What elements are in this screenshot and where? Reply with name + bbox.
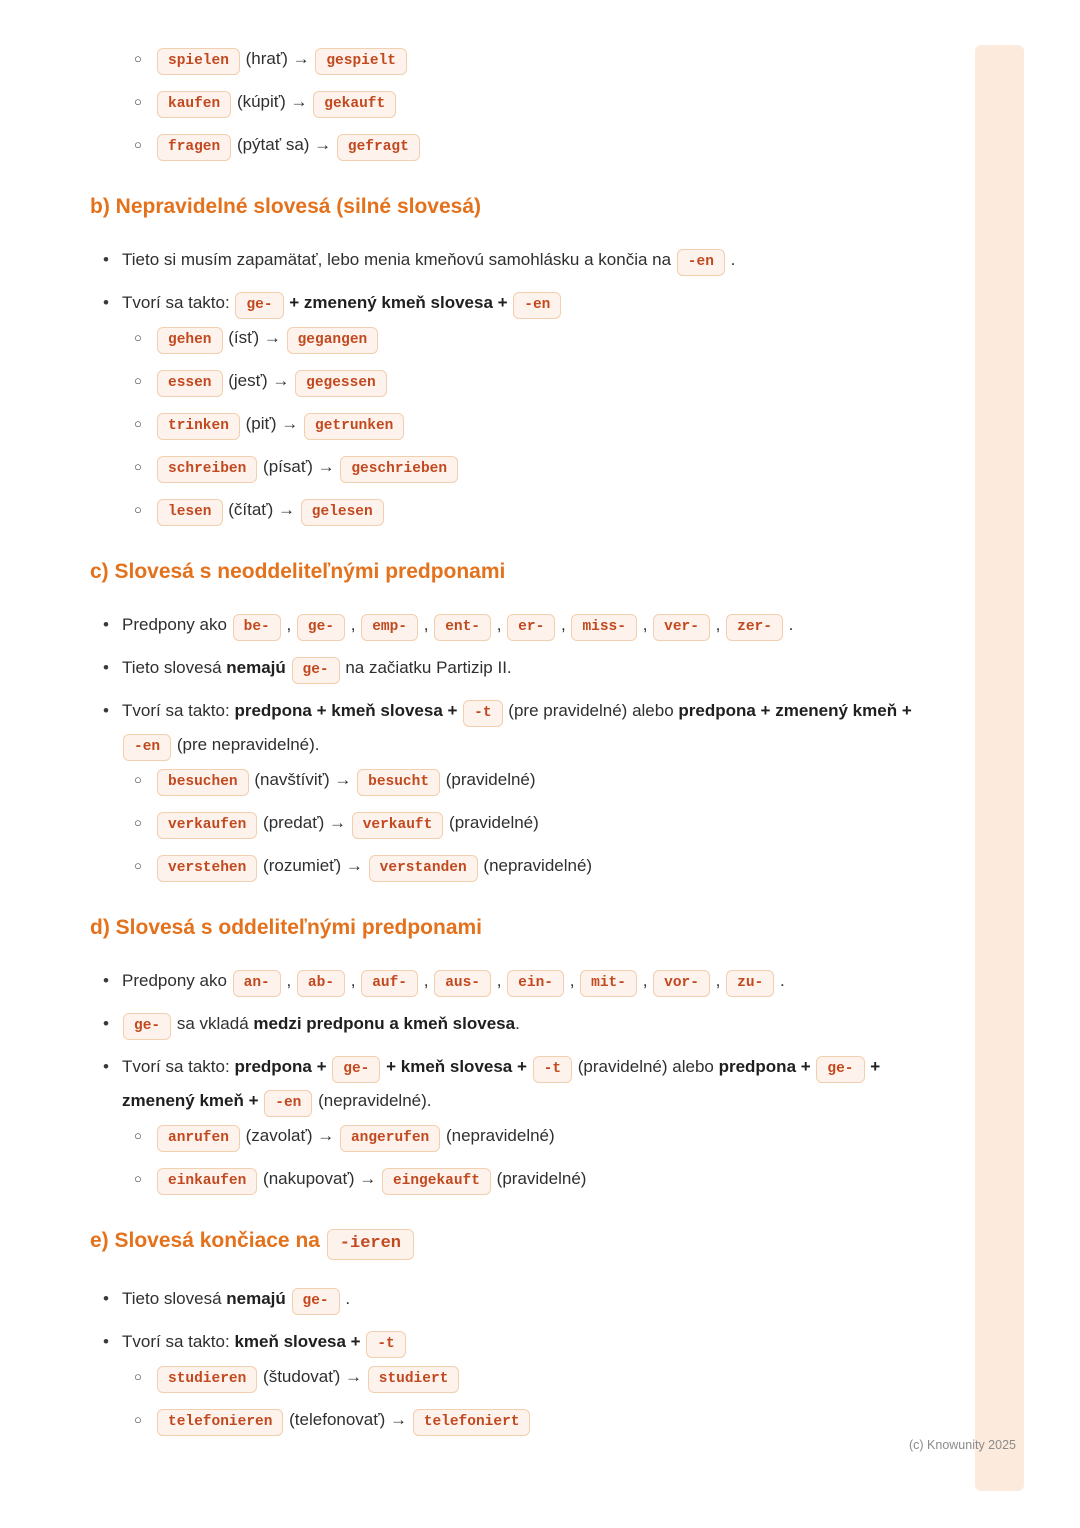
code-chip: ge- <box>292 657 340 684</box>
circle-bullet-icon: ○ <box>134 1128 142 1143</box>
example-text: verkaufen (predať) → verkauft (pravidelné) <box>156 806 539 840</box>
bold-text: + zmenený kmeň slovesa + <box>284 293 513 312</box>
code-chip: telefoniert <box>413 1409 531 1436</box>
bullet-item <box>90 243 945 277</box>
code-chip: aus- <box>434 970 491 997</box>
bullet-icon: • <box>103 293 109 312</box>
code-chip: studiert <box>368 1366 460 1393</box>
code-chip: ab- <box>297 970 345 997</box>
code-chip: essen <box>157 370 223 397</box>
bullet-text: Tieto si musím zapamätať, lebo menia kmeňovú samohlásku a končia na -en . <box>122 243 735 277</box>
circle-bullet-icon: ○ <box>134 373 142 388</box>
bullet-icon: • <box>103 615 109 634</box>
code-chip: -en <box>264 1090 312 1117</box>
code-chip: an- <box>233 970 281 997</box>
section-heading: b) Nepravidelné slovesá (silné slovesá) <box>90 195 482 218</box>
code-chip: besucht <box>357 769 440 796</box>
code-chip: verstanden <box>369 855 478 882</box>
example-text: telefonieren (telefonovať) → telefoniert <box>156 1403 531 1437</box>
bold-text: medzi predponu a kmeň slovesa <box>253 1014 516 1033</box>
code-chip: -t <box>533 1056 572 1083</box>
circle-bullet-icon: ○ <box>134 330 142 345</box>
circle-bullet-icon: ○ <box>134 1369 142 1384</box>
circle-bullet-icon: ○ <box>134 459 142 474</box>
bullet-icon: • <box>103 1057 109 1076</box>
code-chip: ver- <box>653 614 710 641</box>
example-text: besuchen (navštíviť) → besucht (pravidelné) <box>156 763 536 797</box>
circle-bullet-icon: ○ <box>134 858 142 873</box>
sub-bullet-item <box>90 1360 945 1394</box>
code-chip: ge- <box>292 1288 340 1315</box>
code-chip: gegangen <box>287 327 379 354</box>
example-text: anrufen (zavolať) → angerufen (nepravidelné) <box>156 1119 555 1153</box>
sub-bullet-item <box>90 806 945 840</box>
sub-bullet-item <box>90 364 945 398</box>
bullet-text: Tieto slovesá nemajú ge- na začiatku Partizip II. <box>122 651 512 685</box>
code-chip: spielen <box>157 48 240 75</box>
circle-bullet-icon: ○ <box>134 51 142 66</box>
example-list <box>90 1119 945 1196</box>
bold-text: predpona + <box>718 1057 816 1076</box>
code-chip: gespielt <box>315 48 407 75</box>
code-chip: ge- <box>297 614 345 641</box>
code-chip: -t <box>366 1331 405 1358</box>
example-text: gehen (ísť) → gegangen <box>156 321 379 355</box>
example-text: studieren (študovať) → studiert <box>156 1360 460 1394</box>
sub-bullet-item <box>90 849 945 883</box>
code-chip: -en <box>123 734 171 761</box>
bullet-item <box>90 1050 945 1118</box>
section-heading: c) Slovesá s neoddeliteľnými predponami <box>90 560 506 583</box>
code-chip: gegessen <box>295 370 387 397</box>
code-chip: getrunken <box>304 413 404 440</box>
bullet-item <box>90 1325 945 1359</box>
watermark: (c) Knowunity 2025 <box>908 1438 1016 1452</box>
bullet-text: ge- sa vkladá medzi predponu a kmeň slovesa. <box>122 1007 520 1041</box>
code-chip: gekauft <box>313 91 396 118</box>
example-text: kaufen (kúpiť) → gekauft <box>156 85 397 119</box>
bullet-item <box>90 651 945 685</box>
bullet-text: Tvorí sa takto: kmeň slovesa + -t <box>122 1325 407 1359</box>
example-list <box>90 1360 945 1437</box>
code-chip: miss- <box>571 614 637 641</box>
circle-bullet-icon: ○ <box>134 416 142 431</box>
code-chip: fragen <box>157 134 231 161</box>
bullet-text: Predpony ako be- , ge- , emp- , ent- , er- , miss- , ver- , zer- . <box>122 608 793 642</box>
bullet-item <box>90 286 945 320</box>
example-text: schreiben (písať) → geschrieben <box>156 450 459 484</box>
code-chip: auf- <box>361 970 418 997</box>
bold-text: kmeň slovesa + <box>234 1332 366 1351</box>
code-chip: trinken <box>157 413 240 440</box>
bold-text: predpona + zmenený kmeň + <box>678 701 912 720</box>
circle-bullet-icon: ○ <box>134 772 142 787</box>
code-chip: vor- <box>653 970 710 997</box>
bullet-icon: • <box>103 1289 109 1308</box>
code-chip: lesen <box>157 499 223 526</box>
section-heading: e) Slovesá končiace na -ieren <box>90 1227 945 1260</box>
code-chip: schreiben <box>157 456 257 483</box>
code-chip: -en <box>677 249 725 276</box>
example-list <box>90 42 945 162</box>
code-chip: eingekauft <box>382 1168 491 1195</box>
code-chip: ge- <box>816 1056 864 1083</box>
circle-bullet-icon: ○ <box>134 815 142 830</box>
code-chip: mit- <box>580 970 637 997</box>
bullet-text: Tvorí sa takto: predpona + kmeň slovesa + -t (pre pravidelné) alebo predpona + zmenený kmeň + -en (pre nepravidelné). <box>122 694 945 762</box>
sub-bullet-item <box>90 763 945 797</box>
code-chip: telefonieren <box>157 1409 283 1436</box>
sub-bullet-item <box>90 407 945 441</box>
code-chip: -en <box>513 292 561 319</box>
bold-text: nemajú <box>226 658 286 677</box>
code-chip: ent- <box>434 614 491 641</box>
code-chip: einkaufen <box>157 1168 257 1195</box>
code-chip: verkauft <box>352 812 444 839</box>
code-chip: zu- <box>726 970 774 997</box>
bullet-item <box>90 1007 945 1041</box>
bullet-text: Tvorí sa takto: ge- + zmenený kmeň slovesa + -en <box>122 286 562 320</box>
code-chip: gelesen <box>301 499 384 526</box>
code-chip: -t <box>463 700 502 727</box>
code-chip: ein- <box>507 970 564 997</box>
bullet-item <box>90 694 945 762</box>
code-chip: verkaufen <box>157 812 257 839</box>
bullet-item <box>90 964 945 998</box>
sub-bullet-item <box>90 85 945 119</box>
example-text: trinken (piť) → getrunken <box>156 407 405 441</box>
code-chip: zer- <box>726 614 783 641</box>
sub-bullet-item <box>90 450 945 484</box>
bullet-text: Tieto slovesá nemajú ge- . <box>122 1282 350 1316</box>
bold-text: + kmeň slovesa + <box>381 1057 532 1076</box>
code-chip: besuchen <box>157 769 249 796</box>
sub-bullet-item <box>90 493 945 527</box>
code-chip: anrufen <box>157 1125 240 1152</box>
circle-bullet-icon: ○ <box>134 137 142 152</box>
sub-bullet-item <box>90 1162 945 1196</box>
code-chip: geschrieben <box>340 456 458 483</box>
example-list <box>90 763 945 883</box>
bullet-text: Tvorí sa takto: predpona + ge- + kmeň slovesa + -t (pravidelné) alebo predpona + ge- + zmenený kmeň + -en (nepravidelné). <box>122 1050 945 1118</box>
bold-text: nemajú <box>226 1289 286 1308</box>
code-chip: emp- <box>361 614 418 641</box>
bullet-text: Predpony ako an- , ab- , auf- , aus- , ein- , mit- , vor- , zu- . <box>122 964 785 998</box>
code-chip: gefragt <box>337 134 420 161</box>
example-list <box>90 321 945 527</box>
sub-bullet-item <box>90 42 945 76</box>
sub-bullet-item <box>90 128 945 162</box>
circle-bullet-icon: ○ <box>134 1171 142 1186</box>
document-body <box>90 50 945 1446</box>
circle-bullet-icon: ○ <box>134 94 142 109</box>
decorative-side-stripe <box>975 45 1024 1491</box>
bullet-item <box>90 1282 945 1316</box>
code-chip: angerufen <box>340 1125 440 1152</box>
example-text: verstehen (rozumieť) → verstanden (nepravidelné) <box>156 849 592 883</box>
code-chip: ge- <box>123 1013 171 1040</box>
code-chip: er- <box>507 614 555 641</box>
bullet-icon: • <box>103 1014 109 1033</box>
bullet-icon: • <box>103 701 109 720</box>
example-text: lesen (čítať) → gelesen <box>156 493 385 527</box>
bullet-icon: • <box>103 658 109 677</box>
code-chip: ge- <box>332 1056 380 1083</box>
code-chip: studieren <box>157 1366 257 1393</box>
code-chip: gehen <box>157 327 223 354</box>
circle-bullet-icon: ○ <box>134 502 142 517</box>
example-text: einkaufen (nakupovať) → eingekauft (pravidelné) <box>156 1162 586 1196</box>
circle-bullet-icon: ○ <box>134 1412 142 1427</box>
sub-bullet-item <box>90 1403 945 1437</box>
code-chip: verstehen <box>157 855 257 882</box>
example-text: spielen (hrať) → gespielt <box>156 42 408 76</box>
bullet-icon: • <box>103 1332 109 1351</box>
section-heading: d) Slovesá s oddeliteľnými predponami <box>90 916 483 939</box>
sub-bullet-item <box>90 1119 945 1153</box>
bullet-icon: • <box>103 971 109 990</box>
example-text: fragen (pýtať sa) → gefragt <box>156 128 421 162</box>
code-chip: be- <box>233 614 281 641</box>
bold-text: predpona + kmeň slovesa + <box>234 701 463 720</box>
bold-text: predpona + <box>234 1057 332 1076</box>
example-text: essen (jesť) → gegessen <box>156 364 388 398</box>
bullet-item <box>90 608 945 642</box>
bullet-icon: • <box>103 250 109 269</box>
sub-bullet-item <box>90 321 945 355</box>
code-chip: ge- <box>235 292 283 319</box>
code-chip: kaufen <box>157 91 231 118</box>
code-chip: -ieren <box>327 1229 414 1260</box>
bold-text: + zmenený kmeň + <box>122 1057 881 1110</box>
